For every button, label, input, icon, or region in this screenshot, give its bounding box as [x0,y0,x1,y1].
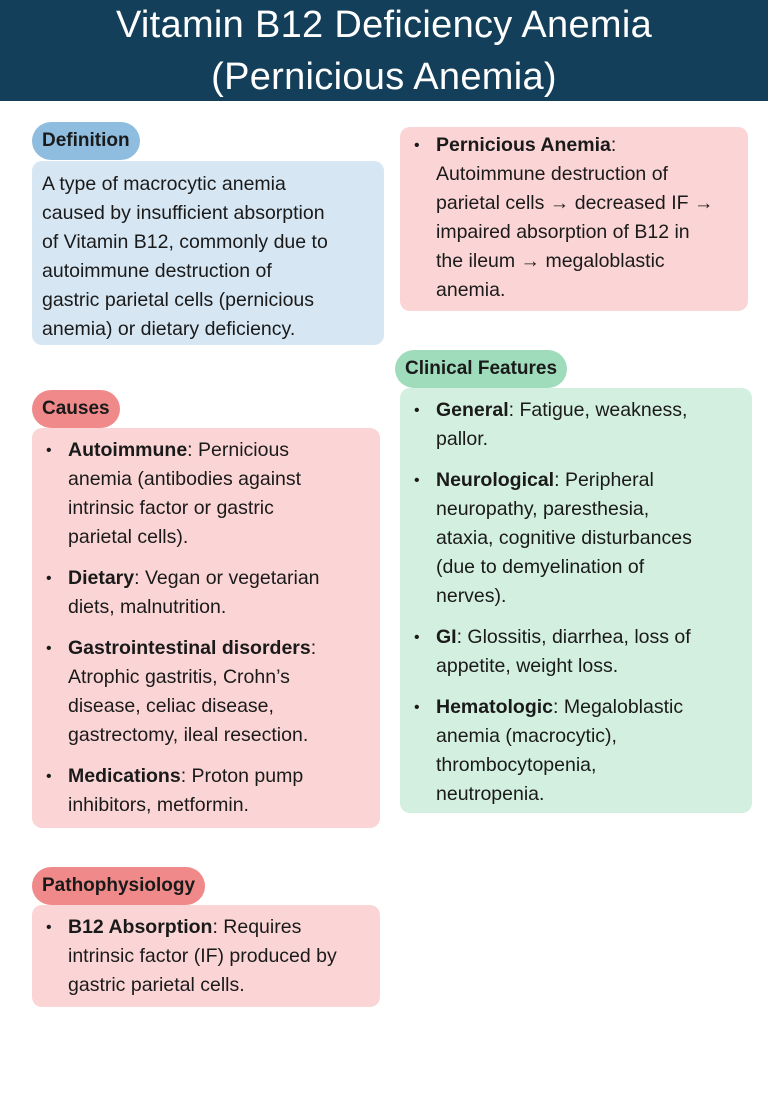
pernicious-list [400,131,738,305]
definition-text [42,170,374,344]
cause-text: : [310,637,317,659]
clinical-term: General [436,399,509,421]
clinical-line: appetite, weight loss. [436,655,619,677]
cause-line: gastrectomy, ileal resection. [68,724,309,746]
pernicious-colon: : [610,134,617,156]
page-title-line-1: Vitamin B12 Deficiency Anemia [115,4,653,46]
pathophysiology-list [32,913,374,1000]
clinical-text: : Megaloblastic [553,696,684,718]
clinical-text: : Peripheral [554,469,654,491]
clinical-term: Neurological [436,469,555,491]
pathophysiology-card [32,905,380,1007]
definition-heading: Definition [32,122,140,160]
clinical-line: (due to demyelination of [436,556,645,578]
list-item [32,564,374,622]
clinical-term: GI [436,626,457,648]
clinical-term: Hematologic [436,696,554,718]
definition-line: of Vitamin B12, commonly due to [42,231,328,253]
cause-term: Gastrointestinal disorders [68,637,311,659]
causes-card [32,428,380,828]
pernicious-line: Autoimmune destruction of [436,163,668,185]
clinical-line: anemia (macrocytic), [436,725,617,747]
definition-line: autoimmune destruction of [42,260,272,282]
title-banner [0,0,768,101]
cause-line: Atrophic gastritis, Crohn’s [68,666,290,688]
definition-line: gastric parietal cells (pernicious [42,289,315,311]
clinical-text: : Glossitis, diarrhea, loss of [456,626,691,648]
page-title-line-2: (Pernicious Anemia) [211,56,557,98]
pernicious-line: anemia. [436,279,506,301]
cause-line: inhibitors, metformin. [68,794,249,816]
clinical-line: pallor. [436,428,489,450]
list-item [400,466,746,611]
list-item [32,762,374,820]
list-item [400,623,746,681]
pathophysiology-line: gastric parietal cells. [68,974,245,996]
pernicious-line: the ileum → megaloblastic [436,250,665,272]
causes-heading: Causes [32,390,120,428]
causes-list [32,436,374,820]
pernicious-line: impaired absorption of B12 in [436,221,690,243]
cause-text: : Proton pump [180,765,304,787]
cause-line: diets, malnutrition. [68,596,227,618]
list-item [400,693,746,809]
cause-line: intrinsic factor or gastric [68,497,274,519]
cause-text: : Pernicious [187,439,290,461]
list-item [32,634,374,750]
clinical-line: neutropenia. [436,783,545,805]
cause-term: Medications [68,765,181,787]
definition-line: A type of macrocytic anemia [42,173,286,195]
list-item [400,131,738,305]
clinical-line: neuropathy, paresthesia, [436,498,650,520]
clinical-line: thrombocytopenia, [436,754,597,776]
cause-line: anemia (antibodies against [68,468,302,490]
clinical-text: : Fatigue, weakness, [508,399,688,421]
clinical-line: ataxia, cognitive disturbances [436,527,692,549]
definition-line: caused by insufficient absorption [42,202,325,224]
pathophysiology-heading: Pathophysiology [32,867,205,905]
pathophysiology-text: : Requires [212,916,302,938]
cause-line: parietal cells). [68,526,189,548]
pernicious-line: parietal cells → decreased IF → [436,192,714,214]
definition-card [32,161,384,345]
list-item [400,396,746,454]
definition-line: anemia) or dietary deficiency. [42,318,296,340]
list-item [32,436,374,552]
pernicious-term: Pernicious Anemia [436,134,611,156]
cause-text: : Vegan or vegetarian [134,567,320,589]
list-item [32,913,374,1000]
clinical-list [400,396,746,809]
pernicious-anemia-card [400,127,748,311]
clinical-features-heading: Clinical Features [395,350,567,388]
cause-term: Dietary [68,567,135,589]
pathophysiology-term: B12 Absorption [68,916,213,938]
clinical-features-card [400,388,752,813]
cause-term: Autoimmune [68,439,188,461]
cause-line: disease, celiac disease, [68,695,274,717]
clinical-line: nerves). [436,585,507,607]
pathophysiology-line: intrinsic factor (IF) produced by [68,945,337,967]
